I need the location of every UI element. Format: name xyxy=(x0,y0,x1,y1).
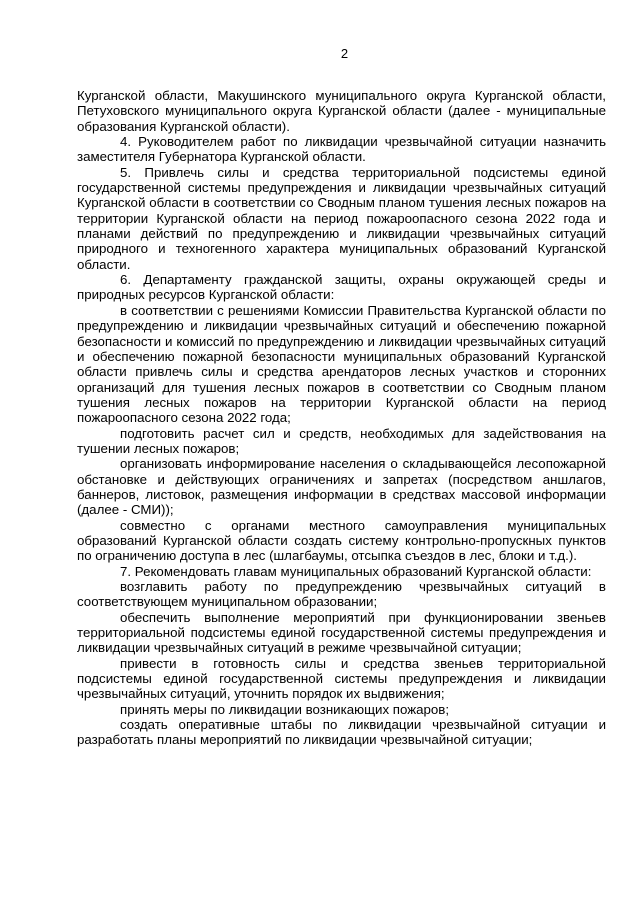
paragraph: подготовить расчет сил и средств, необходимых для задействования на тушении лесных пожаров; xyxy=(77,425,606,456)
paragraph: совместно с органами местного самоуправления муниципальных образований Курганской области создать систему контрольно-пропускных пунктов по ограничению доступа в лес (шлагбаумы, отсыпка съездов в лес, блоки и т.д.). xyxy=(77,517,606,564)
paragraph: 7. Рекомендовать главам муниципальных образований Курганской области: xyxy=(120,563,592,579)
paragraph: 6. Департаменту гражданской защиты, охраны окружающей среды и природных ресурсов Курганской области: xyxy=(77,272,606,303)
paragraph: Курганской области, Макушинского муниципального округа Курганской области, Петуховского муниципального округа Курганской области (далее - муниципальные образования Курганской области). xyxy=(77,88,606,134)
paragraph: обеспечить выполнение мероприятий при функционировании звеньев территориальной подсистемы единой государственной системы предупреждения и ликвидации чрезвычайных ситуаций в режиме чрезвычайной ситуации; xyxy=(77,609,606,656)
paragraph: 5. Привлечь силы и средства территориальной подсистемы единой государственной системы предупреждения и ликвидации чрезвычайных ситуаций Курганской области в соответствии со Сводным планом тушения лесных пожаров на территории Курганской области на период пожароопасного сезона 2022 года и планами действий по предупреждению и ликвидации чрезвычайных ситуаций природного и техногенного характера муниципальных образований Курганской области. xyxy=(77,164,606,272)
document-body xyxy=(77,88,606,748)
paragraph: возглавить работу по предупреждению чрезвычайных ситуаций в соответствующем муниципальном образовании; xyxy=(77,579,606,610)
paragraph: привести в готовность силы и средства звеньев территориальной подсистемы единой государственной системы предупреждения и ликвидации чрезвычайных ситуаций, уточнить порядок их выдвижения; xyxy=(77,655,606,702)
paragraph: в соответствии с решениями Комиссии Правительства Курганской области по предупреждению и ликвидации чрезвычайных ситуаций и обеспечению пожарной безопасности и комиссий по предупреждению и ликвидации чрезвычайных ситуаций и обеспечению пожарной безопасности муниципальных образований Курганской области привлечь силы и средства арендаторов лесных участков и сторонних организаций для тушения лесных пожаров в соответствии со Сводным планом тушения лесных пожаров на территории Курганской области на период пожароопасного сезона 2022 года; xyxy=(77,302,606,426)
paragraph: организовать информирование населения о складывающейся лесопожарной обстановке и действующих ограничениях и запретах (посредством аншлагов, баннеров, листовок, размещения информации в средствах массовой информации (далее - СМИ)); xyxy=(77,456,606,518)
paragraph: 4. Руководителем работ по ликвидации чрезвычайной ситуации назначить заместителя Губернатора Курганской области. xyxy=(77,134,606,165)
paragraph: принять меры по ликвидации возникающих пожаров; xyxy=(120,701,450,717)
paragraph: создать оперативные штабы по ликвидации чрезвычайной ситуации и разработать планы мероприятий по ликвидации чрезвычайной ситуации; xyxy=(77,717,606,748)
page-number: 2 xyxy=(340,46,349,61)
